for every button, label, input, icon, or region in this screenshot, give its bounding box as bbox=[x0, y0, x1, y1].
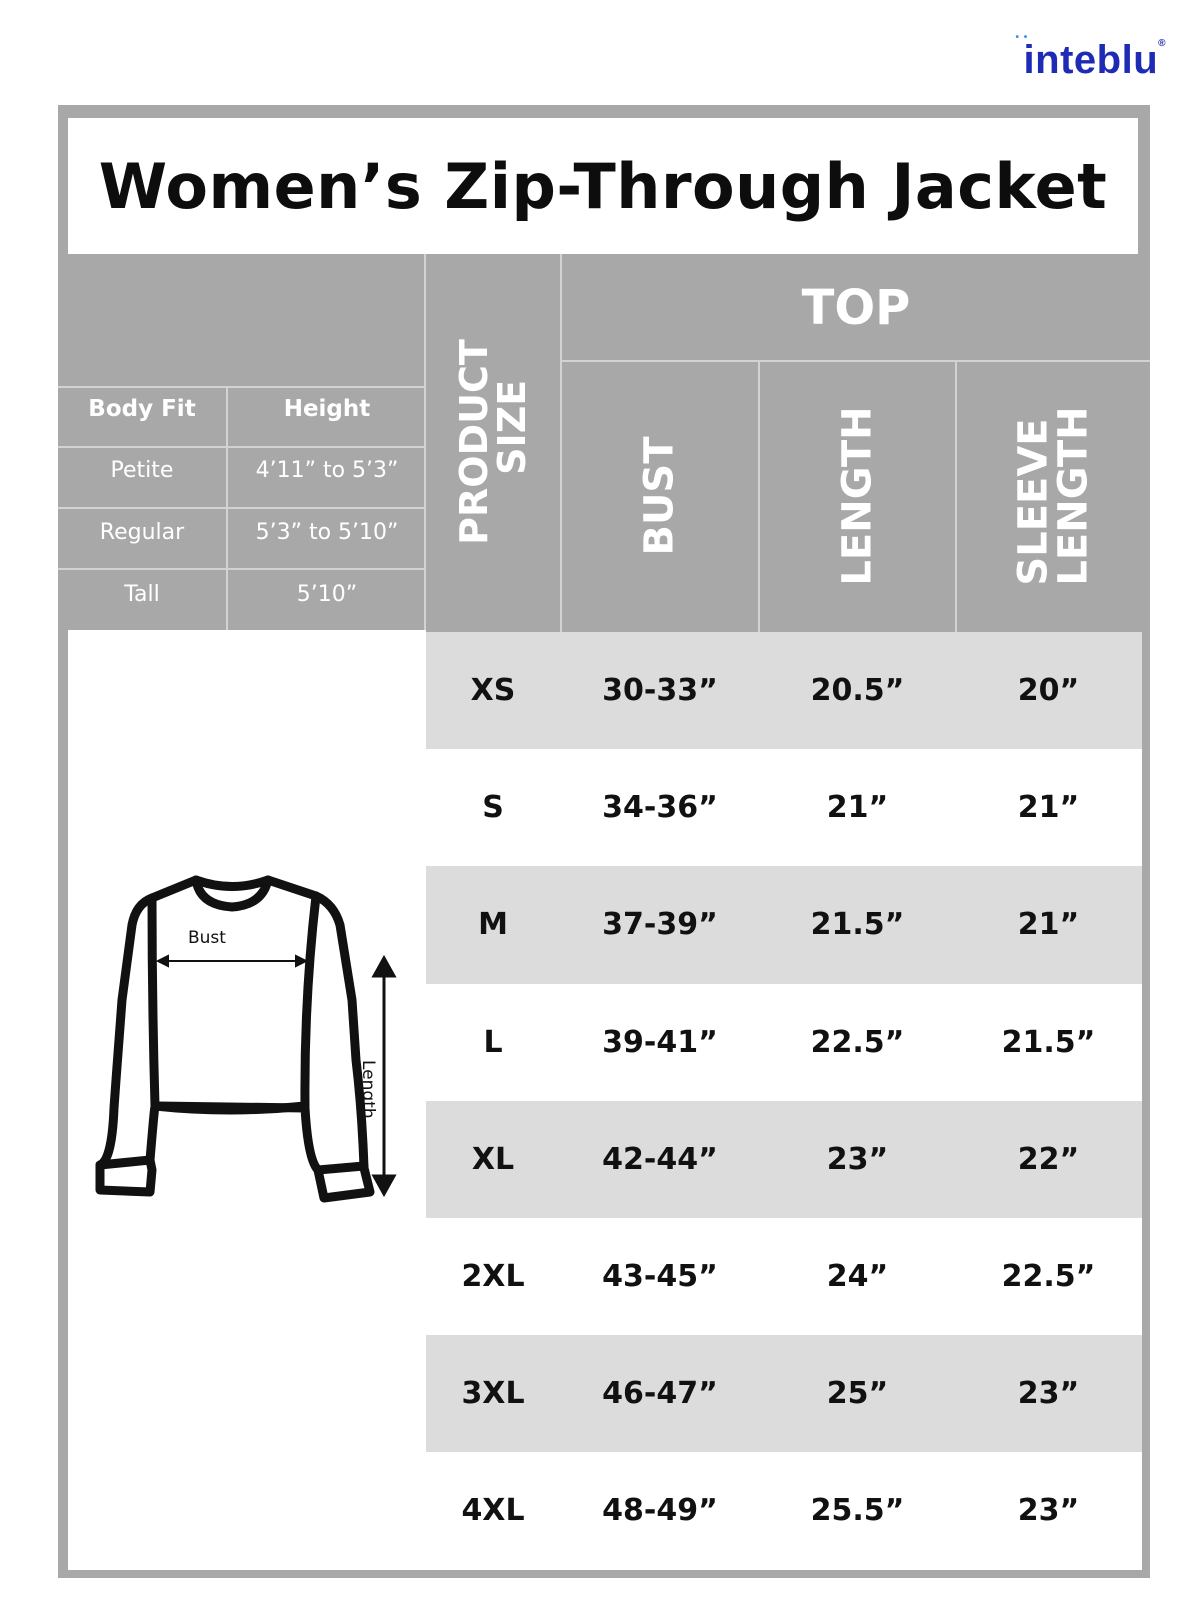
bust-cell: 39-41” bbox=[602, 1024, 718, 1060]
registered-mark: ® bbox=[1158, 38, 1166, 49]
brand-name: inteblu bbox=[1023, 38, 1159, 82]
length-label: Length bbox=[358, 1060, 378, 1119]
size-cell: S bbox=[482, 790, 504, 826]
length-cell: 24” bbox=[826, 1259, 889, 1295]
fit-grid-line bbox=[58, 386, 426, 388]
bust-header-label: BUST bbox=[637, 436, 683, 556]
length-cell: 25” bbox=[826, 1376, 889, 1412]
fit-grid-line bbox=[58, 568, 426, 570]
top-group-header: TOP bbox=[801, 280, 911, 336]
sleeve-length-cell: 22.5” bbox=[1001, 1259, 1096, 1295]
size-cell: 3XL bbox=[461, 1376, 525, 1412]
product-size-line-2: SIZE bbox=[490, 379, 534, 475]
length-cell: 20.5” bbox=[810, 673, 905, 709]
fit-grid-line bbox=[58, 507, 426, 509]
sleeve-length-cell: 21.5” bbox=[1001, 1024, 1096, 1060]
bust-label: Bust bbox=[188, 928, 226, 948]
bust-cell: 42-44” bbox=[602, 1141, 718, 1177]
bust-cell: 46-47” bbox=[602, 1376, 718, 1412]
fit-grid-line bbox=[58, 446, 426, 448]
body-fit-header: Body Fit bbox=[88, 396, 196, 422]
height-petite: 4’11” to 5’3” bbox=[255, 457, 399, 483]
length-header bbox=[760, 362, 955, 630]
length-cell: 21” bbox=[826, 790, 889, 826]
bust-cell: 34-36” bbox=[602, 790, 718, 826]
size-cell: XL bbox=[471, 1141, 515, 1177]
bust-header bbox=[562, 362, 758, 630]
size-cell: M bbox=[478, 907, 508, 943]
title-box bbox=[68, 118, 1138, 254]
size-cell: 4XL bbox=[461, 1493, 525, 1529]
bust-cell: 48-49” bbox=[602, 1493, 718, 1529]
bust-cell: 30-33” bbox=[602, 673, 718, 709]
bust-cell: 37-39” bbox=[602, 907, 718, 943]
sleeve-length-cell: 21” bbox=[1017, 790, 1080, 826]
length-cell: 23” bbox=[826, 1141, 889, 1177]
sleeve-length-cell: 21” bbox=[1017, 907, 1080, 943]
length-cell: 25.5” bbox=[810, 1493, 905, 1529]
logo-dots-icon: • • bbox=[1015, 32, 1029, 43]
product-size-header bbox=[426, 254, 560, 630]
height-regular: 5’3” to 5’10” bbox=[255, 519, 399, 545]
sleeve-length-cell: 22” bbox=[1017, 1141, 1080, 1177]
sleeve-length-cell: 23” bbox=[1017, 1376, 1080, 1412]
sleeve-length-cell: 23” bbox=[1017, 1493, 1080, 1529]
sleeve-header-line-1: SLEEVE bbox=[1010, 418, 1057, 586]
product-size-line-1: PRODUCT bbox=[452, 339, 496, 545]
fit-regular: Regular bbox=[99, 519, 185, 545]
size-cell: 2XL bbox=[461, 1259, 525, 1295]
fit-petite: Petite bbox=[110, 457, 174, 483]
length-cell: 22.5” bbox=[810, 1024, 905, 1060]
fit-tall: Tall bbox=[124, 581, 160, 607]
length-cell: 21.5” bbox=[810, 907, 905, 943]
sleeve-header-line-2: LENGTH bbox=[1050, 406, 1097, 586]
size-cell: XS bbox=[470, 673, 516, 709]
sleeve-length-header bbox=[957, 362, 1150, 630]
sleeve-length-cell: 20” bbox=[1017, 673, 1080, 709]
length-header-label: LENGTH bbox=[834, 406, 881, 586]
fit-grid-line bbox=[226, 386, 228, 630]
height-tall: 5’10” bbox=[296, 581, 358, 607]
height-header: Height bbox=[283, 396, 371, 422]
bust-cell: 43-45” bbox=[602, 1259, 718, 1295]
brand-logo bbox=[1015, 32, 1166, 83]
page-title: Women’s Zip-Through Jacket bbox=[98, 149, 1108, 223]
size-cell: L bbox=[483, 1024, 503, 1060]
